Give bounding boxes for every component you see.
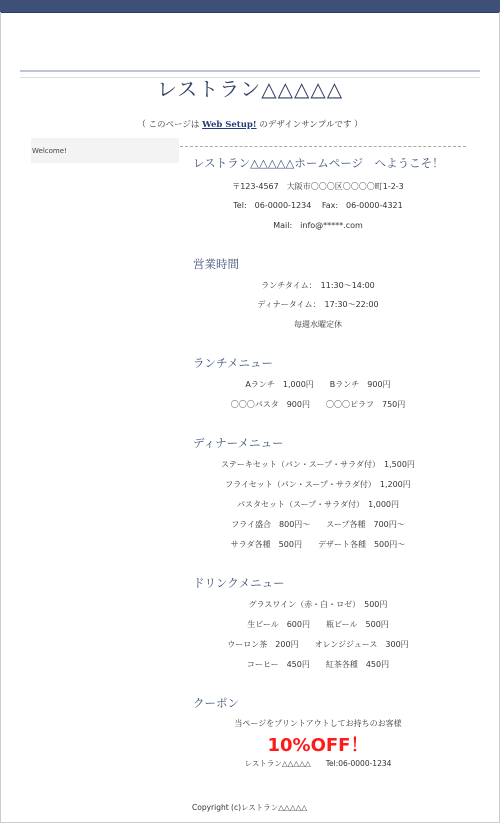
drink-menu-item: 生ビール 600円 瓶ビール 500円 [247, 620, 389, 629]
design-credit [0, 118, 500, 130]
drink-menu-item: コーヒー 450円 紅茶各種 450円 [246, 660, 390, 669]
lunch-hours: ランチタイム： 11:30〜14:00 [261, 281, 375, 290]
dinner-menu-item: サラダ各種 500円 デザート各種 500円〜 [230, 540, 406, 549]
coupon-discount: 10%OFF！ [267, 735, 369, 756]
dinner-menu-heading: ディナーメニュー [193, 436, 284, 450]
drink-menu-heading: ドリンクメニュー [193, 576, 285, 590]
content-divider [180, 146, 466, 147]
coupon-heading: クーポン [193, 696, 239, 710]
drink-menu-item: ウーロン茶 200円 オレンジジュース 300円 [227, 640, 409, 649]
phone-fax-text: Tel: 06-0000-1234 Fax: 06-0000-4321 [233, 201, 403, 210]
coupon-note: 当ページをプリントアウトしてお持ちのお客様 [234, 719, 402, 728]
closed-day: 毎週水曜定休 [294, 320, 342, 329]
design-credit-prefix: （ このページは [137, 120, 200, 130]
lunch-menu-item: Aランチ 1,000円 Bランチ 900円 [245, 380, 391, 389]
dinner-hours: ディナータイム： 17:30〜22:00 [257, 300, 379, 309]
dinner-menu-item: フライ盛合 800円〜 スープ各種 700円〜 [231, 520, 405, 529]
design-credit-suffix: のデザインサンプルです ） [259, 120, 363, 130]
address-text: 〒123-4567 大阪市〇〇〇区〇〇〇〇町1-2-3 [232, 182, 404, 191]
mail-text: Mail: info@*****.com [273, 221, 363, 230]
lunch-menu-item: 〇〇〇パスタ 900円 〇〇〇ピラフ 750円 [230, 400, 406, 409]
dinner-menu-item: フライセット（パン・スープ・サラダ付） 1,200円 [225, 480, 411, 489]
page-frame [0, 12, 500, 823]
welcome-heading: レストラン△△△△△ホームページ へようこそ！ [193, 156, 444, 170]
sidebar-welcome: Welcome! [32, 147, 67, 155]
web-setup-link[interactable]: Web Setup! [202, 120, 257, 130]
coupon-contact: レストラン△△△△△ Tel:06-0000-1234 [244, 759, 392, 768]
drink-menu-item: グラスワイン（赤・白・ロゼ） 500円 [248, 600, 388, 609]
dinner-menu-item: ステーキセット（パン・スープ・サラダ付） 1,500円 [221, 460, 415, 469]
copyright: Copyright (c)レストラン△△△△△ [192, 803, 308, 812]
lunch-menu-heading: ランチメニュー [193, 356, 274, 370]
hours-heading: 営業時間 [193, 257, 239, 271]
dinner-menu-item: パスタセット（スープ・サラダ付） 1,000円 [236, 500, 400, 509]
site-title: レストラン△△△△△ [156, 77, 344, 101]
